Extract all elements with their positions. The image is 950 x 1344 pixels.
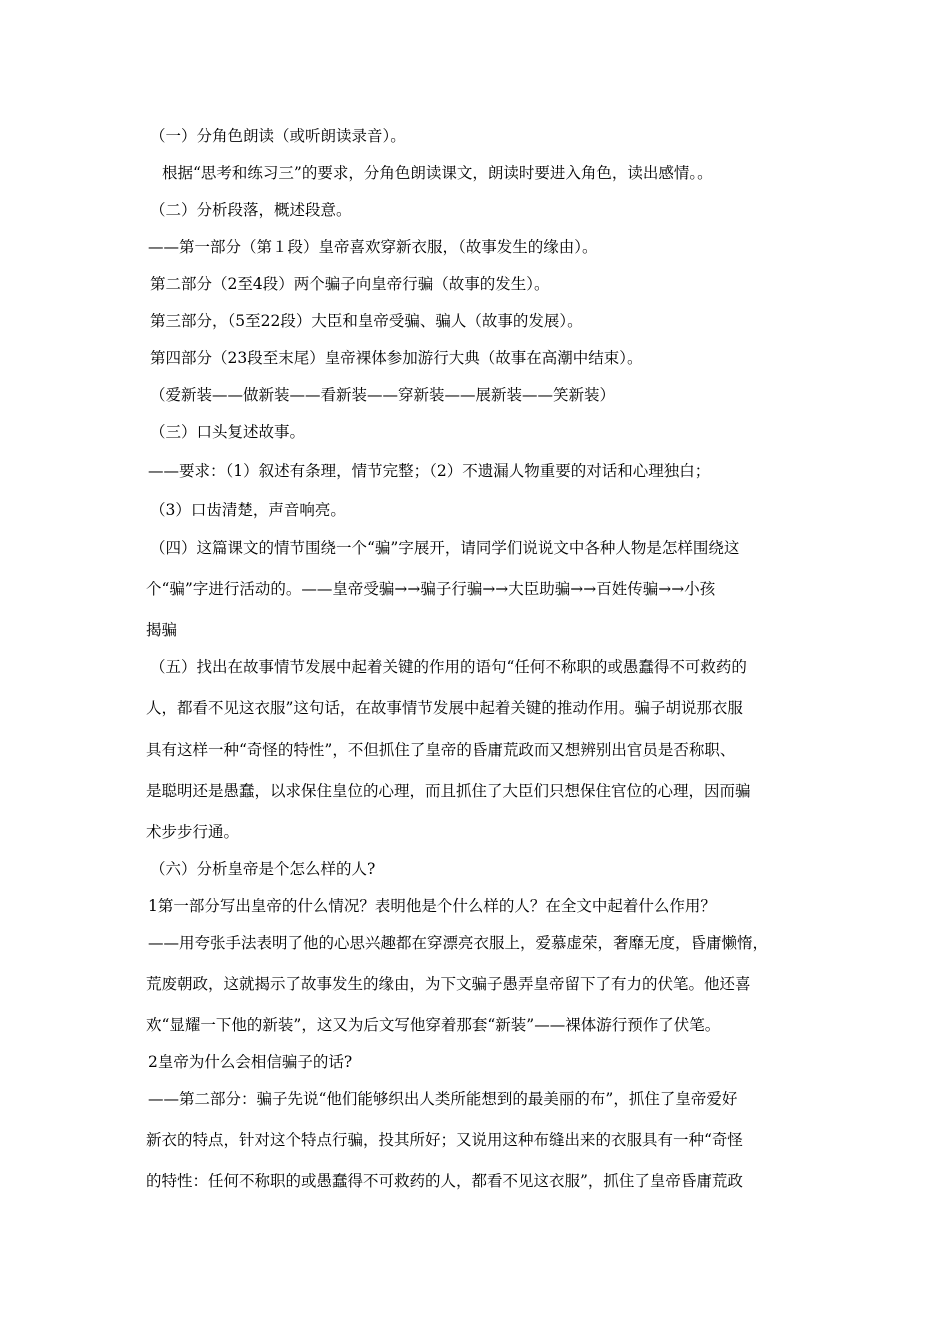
text-line: 2皇帝为什么会相信骗子的话? [148,1053,353,1071]
text-line: 根据“思考和练习三”的要求，分角色朗读课文，朗读时要进入角色，读出感情。。 [162,164,713,182]
text-line: ——要求：（1）叙述有条理，情节完整；（2）不遗漏人物重要的对话和心理独白； [148,462,711,480]
text-line: （六）分析皇帝是个怎么样的人? [150,860,376,878]
text-line: 第二部分（2至4段）两个骗子向皇帝行骗（故事的发生）。 [150,275,550,293]
text-line: 是聪明还是愚蠢，以求保住皇位的心理，而且抓住了大臣们只想保住官位的心理，因而骗 [146,782,751,800]
text-line: 第三部分，（5至22段）大臣和皇帝受骗、骗人（故事的发展）。 [150,312,583,330]
text-line: 荒废朝政，这就揭示了故事发生的缘由，为下文骗子愚弄皇帝留下了有力的伏笔。他还喜 [146,975,751,993]
text-line: ——第二部分：骗子先说“他们能够织出人类所能想到的最美丽的布”，抓住了皇帝爱好 [148,1090,738,1108]
text-line: 1第一部分写出皇帝的什么情况？表明他是个什么样的人？在全文中起着什么作用？ [148,897,716,915]
text-line: 新衣的特点，针对这个特点行骗，投其所好；又说用这种布缝出来的衣服具有一种“奇怪 [146,1131,743,1149]
text-line: （爱新装——做新装——看新装——穿新装——展新装——笑新装） [150,386,616,404]
text-line: 人，都看不见这衣服”这句话，在故事情节发展中起着关键的推动作用。骗子胡说那衣服 [146,699,743,717]
text-line: 第四部分（23段至末尾）皇帝裸体参加游行大典（故事在高潮中结束）。 [150,349,643,367]
text-line: 揭骗 [146,621,178,639]
text-line: （四）这篇课文的情节围绕一个“骗”字展开，请同学们说说文中各种人物是怎样围绕这 [150,539,740,557]
text-line: 具有这样一种“奇怪的特性”，不但抓住了皇帝的昏庸荒政而又想辨别出官员是否称职、 [146,741,736,759]
text-line: （3）口齿清楚，声音响亮。 [150,501,346,519]
text-line: （一）分角色朗读（或听朗读录音）。 [150,127,406,145]
text-line: （二）分析段落，概述段意。 [150,201,352,219]
text-line: （五）找出在故事情节发展中起着关键的作用的语句“任何不称职的或愚蠢得不可救药的 [150,658,747,676]
text-line: 术步步行通。 [146,823,240,841]
text-line: 欢“显耀一下他的新装”，这又为后文写他穿着那套“新装”——裸体游行预作了伏笔。 [146,1016,721,1034]
text-line: 的特性：任何不称职的或愚蠢得不可救药的人，都看不见这衣服”，抓住了皇帝昏庸荒政 [146,1172,743,1190]
text-line: ——第一部分（第１段）皇帝喜欢穿新衣服，（故事发生的缘由）。 [148,238,598,256]
text-line: 个“骗”字进行活动的。——皇帝受骗→→骗子行骗→→大臣助骗→→百姓传骗→→小孩 [146,580,716,598]
text-line: ——用夸张手法表明了他的心思兴趣都在穿漂亮衣服上，爱慕虚荣，奢靡无度，昏庸懒惰， [148,934,769,952]
text-line: （三）口头复述故事。 [150,423,306,441]
